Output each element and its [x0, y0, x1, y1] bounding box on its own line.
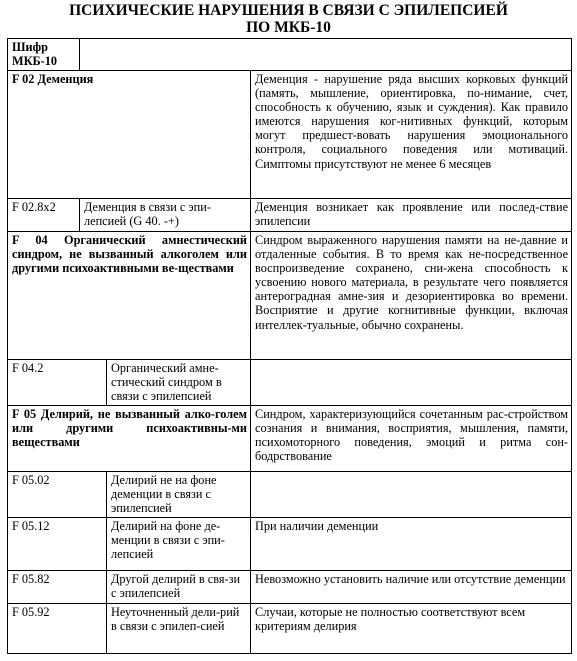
- header-code-cell: Шифр МКБ-10: [8, 39, 80, 71]
- table-header-row: [8, 39, 572, 71]
- document-title: [0, 2, 577, 36]
- name-cell: Другой делирий в свя-зи с эпилепсией: [107, 571, 251, 604]
- name-cell: Делирий на фоне де-менции в связи с эпи-лепсией: [107, 518, 251, 571]
- code-cell: F 05.02: [8, 472, 107, 518]
- title-line-1: ПСИХИЧЕСКИЕ НАРУШЕНИЯ В СВЯЗИ С ЭПИЛЕПСИЕЙ: [69, 2, 508, 19]
- table-row: [8, 604, 572, 654]
- table-row: [8, 518, 572, 571]
- table-row: [8, 71, 572, 199]
- code-cell: F 05.82: [8, 571, 107, 604]
- name-cell: Органический амне-стический синдром в связи с эпилепсией: [107, 360, 251, 406]
- description-cell: Деменция возникает как проявление или послед-ствие эпилепсии: [251, 199, 572, 232]
- icd10-table: [7, 38, 572, 654]
- description-cell: Синдром, характеризующийся сочетанным рас-стройством сознания и внимания, восприятия, мышления, памяти, психомоторного поведения, эмоций и ритма сон-бодрствование: [251, 406, 572, 472]
- code-cell: F 04 Органический амнестический синдром, не вызванный алкоголем или другими психоактивными ве-ществами: [8, 232, 251, 360]
- table-row: [8, 232, 572, 360]
- header-empty-cell: [80, 39, 572, 71]
- name-cell: Делирий не на фоне деменции в связи с эпилепсией: [107, 472, 251, 518]
- name-cell: Неуточненный дели-рий в связи с эпилеп-сией: [107, 604, 251, 654]
- description-cell: Синдром выраженного нарушения памяти на не-давние и отдаленные события. В то время как не-посредственное воспроизведение сохранено, сни-жена способность к усвоению нового материала, в результате чего появляется антероградная амне-зия и дезориентировка во времени. Восприятие и другие когнитивные функции, включая интеллек-туальные, обычно сохранены.: [251, 232, 572, 360]
- code-cell: F 05 Делирий, не вызванный алко-голем или другими психоактивны-ми веществами: [8, 406, 251, 472]
- table-row: [8, 360, 572, 406]
- table-row: [8, 406, 572, 472]
- description-cell: Деменция - нарушение ряда высших корковых функций (память, мышление, ориентировка, по-нимание, счет, способность к обучению, язык и суждения). Как правило имеются нарушения ког-нитивных функций, которым могут предшест-вовать нарушения эмоционального контроля, социального поведения или мотиваций. Симптомы присутствуют не менее 6 месяцев: [251, 71, 572, 199]
- description-cell: При наличии деменции: [251, 518, 572, 571]
- table-row: [8, 199, 572, 232]
- code-cell: F 04.2: [8, 360, 107, 406]
- code-cell: F 05.92: [8, 604, 107, 654]
- table-row: [8, 571, 572, 604]
- code-cell: F 02.8x2: [8, 199, 80, 232]
- name-cell: Деменция в связи с эпи-лепсией (G 40. -+): [80, 199, 251, 232]
- description-cell: [251, 472, 572, 518]
- description-cell: Невозможно установить наличие или отсутствие деменции: [251, 571, 572, 604]
- code-cell: F 02 Деменция: [8, 71, 251, 199]
- title-line-2: ПО МКБ-10: [246, 19, 331, 36]
- code-cell: F 05.12: [8, 518, 107, 571]
- description-cell: [251, 360, 572, 406]
- table-row: [8, 472, 572, 518]
- description-cell: Случаи, которые не полностью соответствуют всем критериям делирия: [251, 604, 572, 654]
